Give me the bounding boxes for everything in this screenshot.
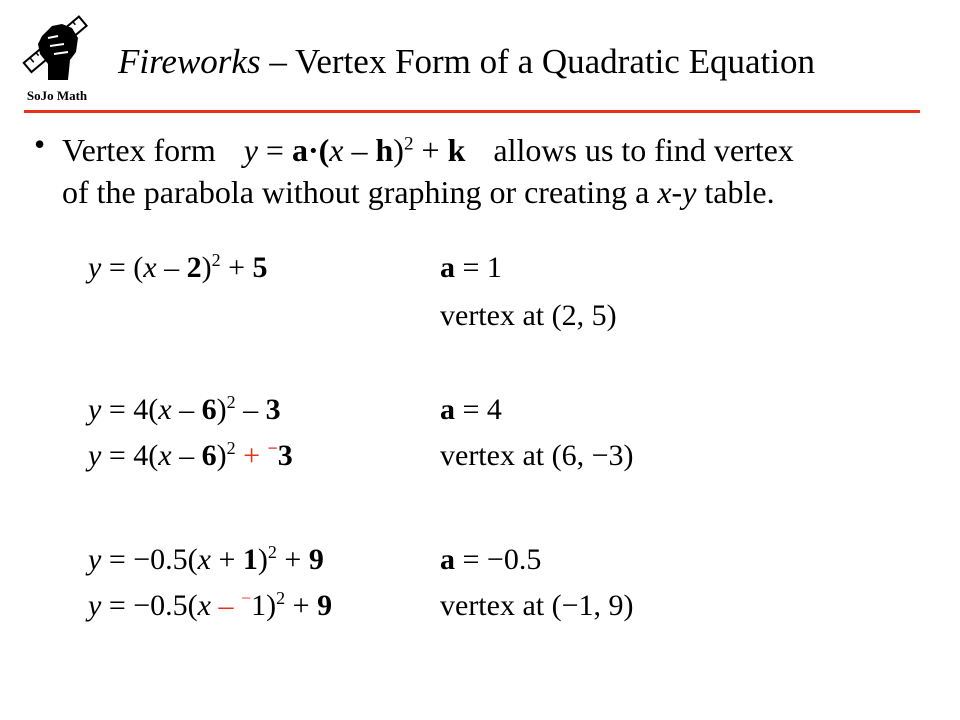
brand-name: SoJo Math (26, 88, 88, 103)
example-2-vertex: vertex at (6, −3) (440, 439, 634, 472)
bullet-icon: • (34, 126, 46, 162)
intro-line-2: of the parabola without graphing or creating a x-y table. (62, 174, 775, 210)
example-1-equation: y = (x – 2)$^2$ + 5 (88, 250, 268, 284)
intro-line-1: Vertex form y = a·(x – h)$^2$ + k allows us to find vertex (62, 132, 794, 168)
raised-fist-icon (18, 8, 96, 88)
example-1-a-value: a = 1 (440, 251, 502, 284)
example-3-equation-rewritten: y = −0.5(x – −1)$^2$ + 9 (88, 588, 333, 622)
example-3-a-value: a = −0.5 (440, 543, 542, 576)
sojo-math-logo (12, 8, 102, 108)
example-2-equation-rewritten: y = 4(x – 6)$^2$ + −3 (88, 438, 293, 472)
example-3-equation: $y = -0.5(x + 1)^2 + 9$ (88, 542, 324, 576)
example-2-equation: y = 4(x – 6)$^2$ – 3 (88, 392, 281, 426)
page-title: Fireworks – Vertex Form of a Quadratic Equation (118, 42, 815, 81)
example-2-a-value: a = 4 (440, 393, 502, 426)
title-divider (24, 110, 920, 113)
example-3-vertex: vertex at (−1, 9) (440, 589, 634, 622)
example-1-vertex: vertex at (2, 5) (440, 299, 617, 332)
